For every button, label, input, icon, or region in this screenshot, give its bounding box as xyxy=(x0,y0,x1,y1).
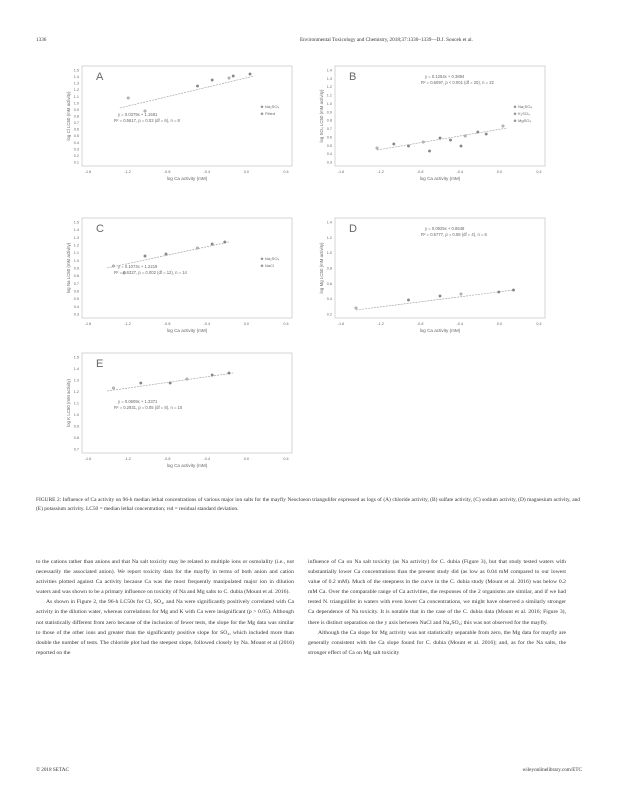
data-point xyxy=(112,387,115,390)
y-tick-label: 1.0 xyxy=(326,101,332,106)
data-point xyxy=(407,145,410,148)
y-tick-label: 0.7 xyxy=(73,121,79,126)
data-point xyxy=(186,378,189,381)
x-tick-label: -0.8 xyxy=(163,322,171,326)
legend-marker xyxy=(261,258,264,261)
page-number: 1336 xyxy=(36,37,47,43)
x-tick-label: 0.0 xyxy=(243,457,250,461)
running-header: Environmental Toxicology and Chemistry, 2018;37:1330–1339—D.J. Soucek et al. xyxy=(300,37,473,43)
y-tick-label: 0.4 xyxy=(73,304,79,309)
y-tick-label: 1.4 xyxy=(326,68,332,73)
legend-entry: NaCl xyxy=(265,263,274,268)
x-tick-label: -0.8 xyxy=(163,457,171,461)
legend-marker xyxy=(261,113,264,116)
y-tick-label: 0.6 xyxy=(326,135,332,140)
y-tick-label: 1.2 xyxy=(73,390,79,394)
y-axis-label: log Cl LC50 (mM activity) xyxy=(66,91,71,141)
stats-text: R² = 0.5617, p = 0.03 (df = 6), n = 8 xyxy=(114,118,180,123)
y-tick-label: 1.2 xyxy=(73,243,79,248)
x-axis-label: log Ca activity (mM) xyxy=(419,176,461,181)
y-axis-label: log Na LC50 (mM activity) xyxy=(66,242,71,294)
x-tick-label: -1.2 xyxy=(124,322,131,326)
body-column-left xyxy=(36,557,294,658)
x-tick-label: -1.6 xyxy=(337,170,345,174)
y-tick-label: 0.6 xyxy=(73,289,79,294)
data-point xyxy=(439,137,442,140)
y-tick-label: 0.9 xyxy=(73,424,79,429)
y-tick-label: 0.3 xyxy=(73,147,79,152)
data-point xyxy=(502,125,505,128)
panel-plot xyxy=(62,210,294,338)
legend-marker xyxy=(514,106,517,109)
legend-marker xyxy=(514,113,517,116)
data-point xyxy=(449,139,452,142)
y-tick-label: 1.1 xyxy=(73,251,79,256)
y-tick-label: 1.1 xyxy=(73,94,79,99)
panel-plot xyxy=(315,58,547,186)
y-tick-label: 1.2 xyxy=(326,235,332,240)
equation-text: y = 0.0609x + 1.3371 xyxy=(118,399,158,404)
y-tick-label: 0.7 xyxy=(73,281,79,286)
y-tick-label: 1.0 xyxy=(73,258,79,263)
stats-text: R² = 0.6327, p = 0.002 (df = 12), n = 14 xyxy=(114,270,187,275)
y-tick-label: 1.3 xyxy=(73,81,79,86)
x-tick-label: -0.8 xyxy=(163,170,171,174)
data-point xyxy=(460,145,463,148)
data-point xyxy=(144,255,147,258)
data-point xyxy=(464,135,467,138)
y-tick-label: 0.2 xyxy=(326,312,332,317)
y-tick-label: 0.9 xyxy=(73,266,79,271)
legend-entry: MgSO₄ xyxy=(518,118,531,123)
plot-frame xyxy=(82,218,292,318)
y-tick-label: 1.4 xyxy=(73,228,79,233)
data-point xyxy=(228,372,231,375)
x-tick-label: -0.4 xyxy=(203,457,211,461)
panel-letter: D xyxy=(349,223,357,235)
body-paragraph: Although the Ca slope for Mg activity was not statistically separable from zero, the Mg data for mayfly are generally consistent with the Ca slope found for C. dubia (Mount et al. 2016); and, as for the Na salts, the stronger effect of Ca on Mg salt toxicity xyxy=(308,629,566,656)
legend-marker xyxy=(261,265,264,268)
y-tick-label: 1.2 xyxy=(326,85,332,90)
y-tick-label: 0.5 xyxy=(73,134,79,139)
data-point xyxy=(407,299,410,302)
x-tick-label: -1.2 xyxy=(124,457,131,461)
data-point xyxy=(393,143,396,146)
data-point xyxy=(196,247,199,250)
x-tick-label: -1.6 xyxy=(84,457,92,461)
footer-copyright: © 2018 SETAC xyxy=(36,767,69,773)
y-tick-label: 1.1 xyxy=(326,93,332,98)
regression-line xyxy=(356,290,514,310)
panel-letter: C xyxy=(96,223,104,235)
plot-frame xyxy=(82,353,292,453)
stats-text: R² = 0.6097, p < 0.001 (df = 20), n = 22 xyxy=(421,80,494,85)
panel-plot xyxy=(315,210,547,338)
x-tick-label: -0.4 xyxy=(456,322,464,326)
x-tick-label: -0.4 xyxy=(456,170,464,174)
y-tick-label: 1.3 xyxy=(73,235,79,240)
x-tick-label: 0.0 xyxy=(243,322,250,326)
y-tick-label: 0.9 xyxy=(326,110,332,115)
x-tick-label: -0.4 xyxy=(203,170,211,174)
x-tick-label: 0.4 xyxy=(536,322,542,326)
data-point xyxy=(512,289,515,292)
data-point xyxy=(211,79,214,82)
y-tick-label: 1.2 xyxy=(73,88,79,93)
equation-text: y = 0.0925x + 0.8548 xyxy=(425,226,465,231)
data-point xyxy=(477,131,480,134)
data-point xyxy=(249,73,252,76)
y-tick-label: 1.4 xyxy=(73,367,79,371)
y-tick-label: 1.3 xyxy=(326,76,332,81)
y-axis-label: log K LC50 (mM activity) xyxy=(66,379,71,427)
x-tick-label: 0.4 xyxy=(536,170,542,174)
body-paragraph: As shown in Figure 2, the 96-h LC50s for Cl, SO₄, and Na were significantly positively correlated with Ca activity in the dilution water, whereas correlations for Mg and K with Ca were insignificant (p > 0.05). Although not statistically different from zero because of the inclusion of fewer tests, the slope for the Mg data was similar to those of the other ions and greater than the significantly positive slope for SO₄, which included more than double the number of tests. The chloride plot had the steepest slope, followed closely by Na. Mount et al (2016) reported on the xyxy=(36,599,294,656)
y-tick-label: 0.5 xyxy=(73,297,79,302)
equation-text: y = 0.1074x + 1.2219 xyxy=(118,264,158,269)
data-point xyxy=(140,382,143,385)
figure-caption: FIGURE 2: Influence of Ca activity on 96-h median lethal concentrations of various major ion salts for the mayfly Neocloeon triangulifer expressed as logs of (A) chloride activity, (B) sulfate activity, (C) sodium activity, (D) magnesium activity, and (E) potassium activity. LC50 = median lethal concentration; rsd = residual standard deviation. xyxy=(36,497,580,512)
data-point xyxy=(196,85,199,88)
x-tick-label: 0.4 xyxy=(283,322,289,326)
panel-plot xyxy=(62,345,294,473)
legend-entry: Na₂SO₄ xyxy=(518,104,533,109)
data-point xyxy=(224,241,227,244)
x-tick-label: -0.8 xyxy=(416,322,424,326)
y-axis-label: log SO₄ LC50 (mM activity) xyxy=(319,89,324,143)
y-tick-label: 1.0 xyxy=(326,251,332,256)
x-tick-label: -1.6 xyxy=(84,322,92,326)
regression-line xyxy=(377,128,507,150)
y-tick-label: 1.4 xyxy=(73,75,79,80)
x-axis-label: log Ca activity (mM) xyxy=(419,328,461,333)
x-tick-label: 0.0 xyxy=(496,322,503,326)
legend-marker xyxy=(261,106,264,109)
legend-entry: Na₂SO₄ xyxy=(265,256,280,261)
x-axis-label: log Ca activity (mM) xyxy=(166,328,208,333)
x-tick-label: 0.0 xyxy=(243,170,250,174)
y-tick-label: 1.4 xyxy=(326,220,332,225)
y-tick-label: 0.8 xyxy=(73,436,79,440)
x-tick-label: -1.6 xyxy=(84,170,92,174)
x-tick-label: 0.4 xyxy=(283,170,289,174)
y-tick-label: 1.0 xyxy=(73,101,79,106)
equation-text: y = 0.0379x + 1.1591 xyxy=(118,112,158,117)
y-axis-label: log Mg LC50 (mM activity) xyxy=(319,242,324,294)
x-tick-label: -1.2 xyxy=(377,322,384,326)
x-axis-label: log Ca activity (mM) xyxy=(166,463,208,468)
figure-panel-a xyxy=(62,58,294,186)
y-tick-label: 0.7 xyxy=(73,447,79,452)
figure-panel-d xyxy=(315,210,547,338)
data-point xyxy=(439,295,442,298)
y-tick-label: 0.4 xyxy=(326,152,332,157)
y-tick-label: 1.0 xyxy=(73,413,79,417)
y-tick-label: 1.5 xyxy=(73,220,79,225)
y-tick-label: 0.4 xyxy=(326,297,332,302)
data-point xyxy=(376,147,379,150)
y-tick-label: 0.8 xyxy=(73,114,79,119)
y-tick-label: 1.5 xyxy=(73,355,79,360)
panel-letter: E xyxy=(96,358,104,370)
data-point xyxy=(211,374,214,377)
regression-line xyxy=(120,76,254,108)
footer-url: wileyonlinelibrary.com/ETC xyxy=(522,767,582,773)
legend-entry: Na₂SO₄ xyxy=(265,104,280,109)
panel-letter: A xyxy=(96,71,104,83)
x-tick-label: 0.4 xyxy=(283,457,289,461)
data-point xyxy=(165,253,168,256)
y-tick-label: 1.5 xyxy=(73,68,79,73)
x-axis-label: log Ca activity (mM) xyxy=(166,176,208,181)
y-tick-label: 0.8 xyxy=(73,274,79,279)
data-point xyxy=(428,150,431,153)
y-tick-label: 1.3 xyxy=(73,378,79,383)
body-paragraph: to the cations rather than anions and that Na salt toxicity may be related to multiple ions or osmolality (i.e., not necessarily the associated anion). We report toxicity data for the mayfly in terms of both anion and cation activities plotted against Ca activity because Ca was the most frequently manipulated major ion in dilution waters and was shown to be a primary influence on toxicity of Na and Mg salts to C. dubia (Mount et al. 2016). xyxy=(36,559,294,596)
figure-panel-b xyxy=(315,58,547,186)
data-point xyxy=(460,293,463,296)
data-point xyxy=(485,133,488,136)
data-point xyxy=(355,307,358,310)
y-tick-label: 0.1 xyxy=(73,160,79,165)
equation-text: y = 0.1254x + 0.3894 xyxy=(425,74,465,79)
body-column-right xyxy=(308,557,566,658)
y-tick-label: 0.8 xyxy=(326,118,332,123)
data-point xyxy=(112,265,115,268)
data-point xyxy=(169,382,172,385)
legend-entry: Fitted xyxy=(265,111,276,116)
y-tick-label: 1.1 xyxy=(73,401,79,406)
plot-frame xyxy=(82,66,292,166)
x-tick-label: -1.2 xyxy=(124,170,131,174)
legend-marker xyxy=(514,120,517,123)
y-tick-label: 0.6 xyxy=(73,127,79,132)
figure-panel-e xyxy=(62,345,294,473)
x-tick-label: -0.8 xyxy=(416,170,424,174)
x-tick-label: 0.0 xyxy=(496,170,503,174)
y-tick-label: 0.5 xyxy=(326,143,332,148)
data-point xyxy=(127,97,130,100)
data-point xyxy=(422,141,425,144)
data-point xyxy=(211,243,214,246)
stats-text: R² = 0.5777, p = 0.08 (df = 4), n = 6 xyxy=(421,232,487,237)
y-tick-label: 0.2 xyxy=(73,153,79,158)
x-tick-label: -0.4 xyxy=(203,322,211,326)
legend-entry: K₂SO₄ xyxy=(518,111,530,116)
y-tick-label: 0.3 xyxy=(73,312,79,317)
y-tick-label: 0.8 xyxy=(326,266,332,271)
figure-panel-c xyxy=(62,210,294,338)
panel-letter: B xyxy=(349,71,357,83)
y-tick-label: 0.3 xyxy=(326,160,332,165)
x-tick-label: -1.6 xyxy=(337,322,345,326)
body-paragraph: influence of Ca on Na salt toxicity (as Na activity) for C. dubia (Figure 3), but that study tested waters with substantially lower Ca concentrations than the present study did (as low as 0.04 mM compared to our lowest value of 0.2 mM). Much of the steepness in the curve in the C. dubia study (Mount et al. 2016) was below 0.2 mM Ca. Over the comparable range of Ca activities, the responses of the 2 organisms are similar, and if we had tested N. triangulifer in waters with even lower Ca concentrations, we might have observed a similarly stronger Ca dependence of Na toxicity. It is notable that in the case of the C. dubia data (Mount et al. 2016; Figure 3), there is distinct separation on the y axis between NaCl and Na₂SO₄; this was not observed for the mayfly. xyxy=(308,559,566,626)
y-tick-label: 0.9 xyxy=(73,107,79,112)
data-point xyxy=(498,291,501,294)
y-tick-label: 0.7 xyxy=(326,127,332,132)
y-tick-label: 0.4 xyxy=(73,140,79,145)
y-tick-label: 0.6 xyxy=(326,281,332,286)
panel-plot xyxy=(62,58,294,186)
x-tick-label: -1.2 xyxy=(377,170,384,174)
stats-text: R² = 0.2931, p = 0.05 (df = 8), n = 10 xyxy=(114,405,183,410)
data-point xyxy=(228,77,231,80)
data-point xyxy=(232,75,235,78)
